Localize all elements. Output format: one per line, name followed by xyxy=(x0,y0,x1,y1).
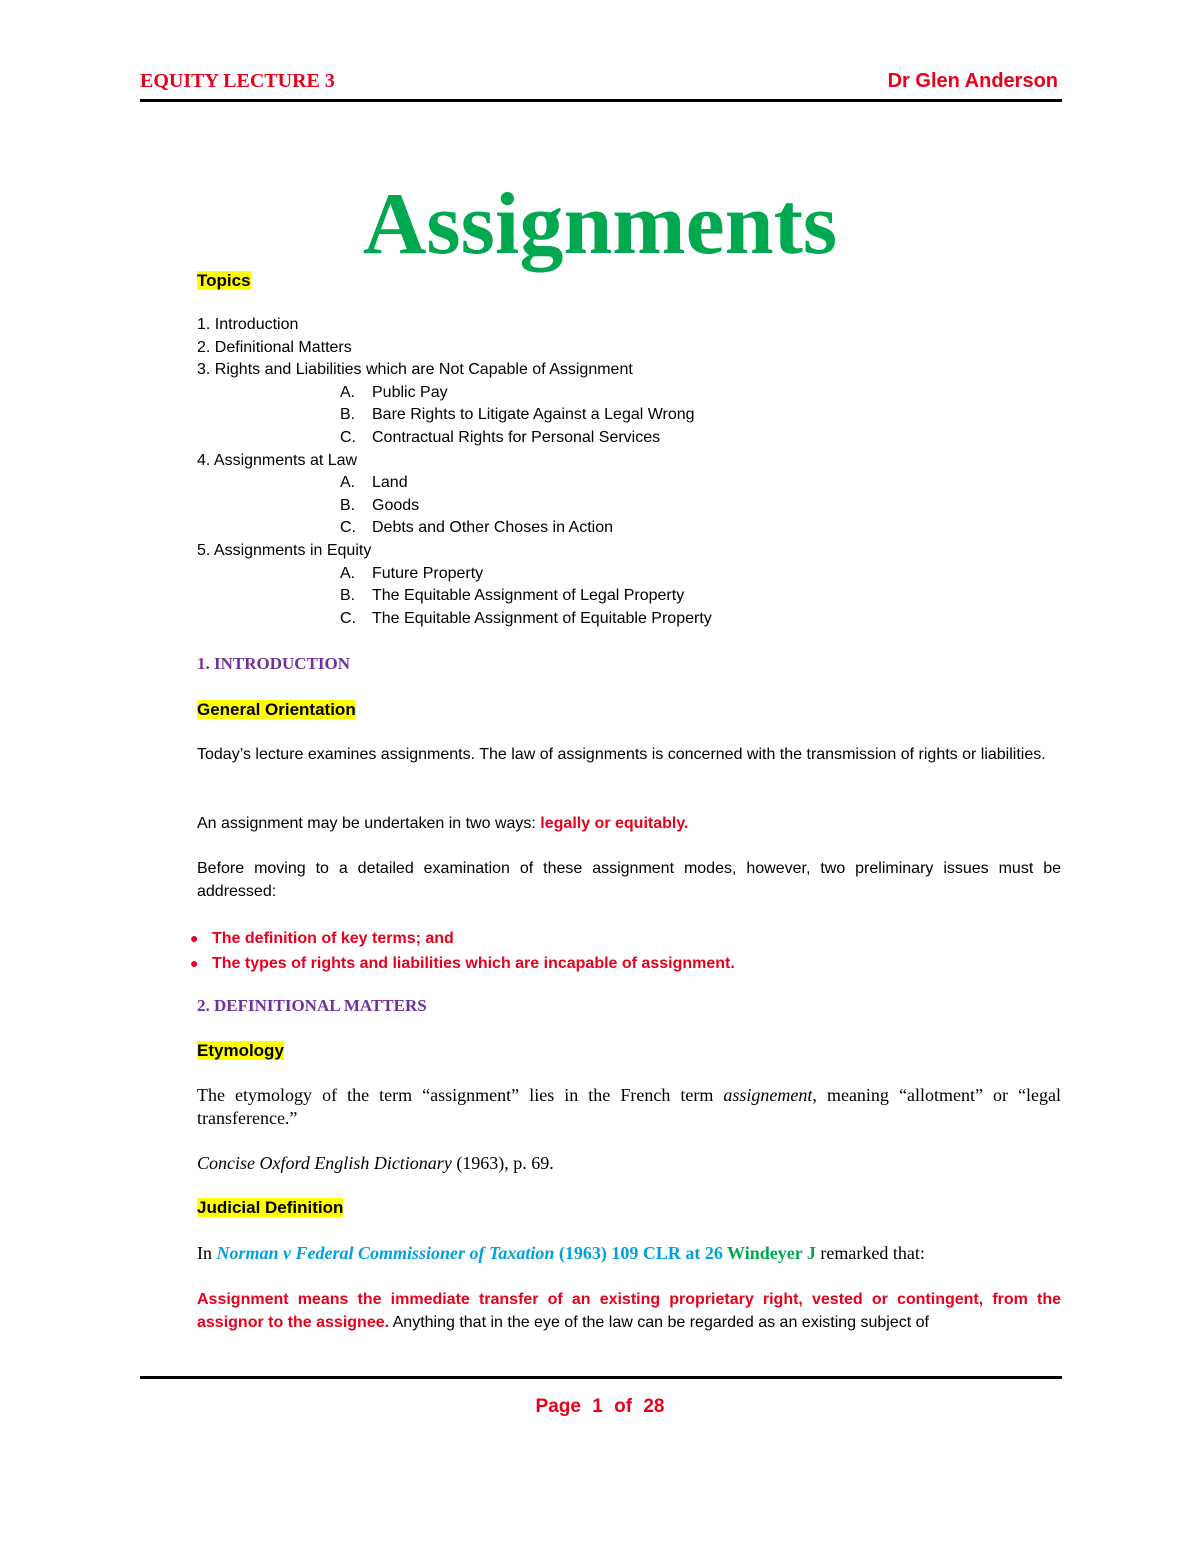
section-heading-introduction: 1. INTRODUCTION xyxy=(197,654,351,673)
intro-paragraph-2 xyxy=(197,813,1061,836)
topic-subitem-text: Land xyxy=(372,474,408,492)
topic-subitem-letter: A. xyxy=(340,474,356,492)
case-name: Norman v Federal Commissioner of Taxation xyxy=(216,1243,555,1263)
judicial-definition-wrapper xyxy=(197,1198,343,1218)
quote-emphasis: Assignment means the immediate transfer of an existing proprietary right, vested or contingent, from the assignor to the assignee. xyxy=(197,1291,1061,1331)
page-number xyxy=(0,1396,1200,1418)
topic-subitem-letter: B. xyxy=(340,406,356,424)
topic-subitem xyxy=(197,608,712,631)
judicial-intro-rest: remarked that: xyxy=(815,1243,925,1263)
topic-subitem-letter: A. xyxy=(340,564,356,582)
general-orientation-wrapper xyxy=(197,700,356,720)
citation-source: Concise Oxford English Dictionary xyxy=(197,1153,452,1173)
topics-label: Topics xyxy=(197,271,251,290)
list-item-text: The definition of key terms; and xyxy=(212,930,454,947)
citation-detail: (1963), p. 69. xyxy=(451,1153,554,1173)
footer-divider xyxy=(140,1376,1062,1379)
topic-subitem xyxy=(197,517,712,540)
page-of-label: of xyxy=(614,1396,633,1417)
topic-subitem-letter: A. xyxy=(340,383,356,401)
etymology-text-1: The etymology of the term “assignment” lies in the French term xyxy=(197,1085,724,1105)
page-label: Page xyxy=(535,1396,581,1417)
topic-subitem-text: The Equitable Assignment of Equitable Property xyxy=(372,609,712,627)
case-citation: (1963) 109 CLR at 26 xyxy=(554,1243,723,1263)
topic-subitem-letter: B. xyxy=(340,587,356,605)
etymology-citation xyxy=(197,1152,1061,1175)
topic-subitem-text: Goods xyxy=(372,496,420,514)
etymology-label-wrapper xyxy=(197,1041,284,1061)
topic-subitem-letter: B. xyxy=(340,496,356,514)
preliminary-issues-list xyxy=(190,926,735,976)
section-heading-definitional-matters: 2. DEFINITIONAL MATTERS xyxy=(197,996,427,1015)
etymology-text-2: , meaning “allotment” or “legal transference.” xyxy=(197,1085,1062,1128)
topic-subitem xyxy=(197,382,712,405)
page-current: 1 xyxy=(592,1396,603,1417)
etymology-paragraph xyxy=(197,1084,1061,1130)
page-title: Assignments xyxy=(362,176,838,273)
topic-item: 2. Definitional Matters xyxy=(197,338,352,356)
topics-list xyxy=(197,314,712,630)
topic-subitem-text: Future Property xyxy=(372,564,484,582)
intro-paragraph-3: Before moving to a detailed examination of these assignment modes, however, two preliminary issues must be addressed: xyxy=(197,860,1061,900)
quote-continuation: Anything that in the eye of the law can be regarded as an existing subject of xyxy=(389,1314,929,1331)
topic-subitem-letter: C. xyxy=(340,428,356,446)
bullet-icon: ● xyxy=(190,955,199,971)
topic-subitem-letter: C. xyxy=(340,609,356,627)
topic-item: 3. Rights and Liabilities which are Not Capable of Assignment xyxy=(197,361,633,379)
judicial-quote xyxy=(197,1288,1061,1334)
list-item-text: The types of rights and liabilities which are incapable of assignment. xyxy=(212,955,735,972)
topic-subitem-text: The Equitable Assignment of Legal Property xyxy=(372,587,685,605)
etymology-label: Etymology xyxy=(197,1041,284,1060)
header-divider xyxy=(140,99,1062,102)
topic-item: 4. Assignments at Law xyxy=(197,451,358,469)
list-item xyxy=(190,951,735,976)
topic-subitem xyxy=(197,427,712,450)
topic-subitem xyxy=(197,563,712,586)
topic-item: 1. Introduction xyxy=(197,316,299,333)
intro-paragraph-2-text: An assignment may be undertaken in two ways: xyxy=(197,815,541,832)
topic-item: 5. Assignments in Equity xyxy=(197,541,372,559)
header-author: Dr Glen Anderson xyxy=(887,70,1058,92)
topics-label-wrapper xyxy=(197,271,251,291)
etymology-italic-term: assignement xyxy=(723,1085,813,1105)
intro-paragraph-2-emphasis: legally or equitably. xyxy=(540,815,689,832)
topic-subitem-text: Bare Rights to Litigate Against a Legal Wrong xyxy=(372,406,695,424)
topic-subitem xyxy=(197,472,712,495)
header-course-title: EQUITY LECTURE 3 xyxy=(140,70,335,92)
intro-paragraph-1: Today’s lecture examines assignments. The law of assignments is concerned with the transmission of rights or liabilities. xyxy=(197,746,1046,763)
judge-name: Windeyer J xyxy=(722,1243,816,1263)
topic-subitem-text: Debts and Other Choses in Action xyxy=(372,519,614,537)
judicial-intro xyxy=(197,1242,1061,1265)
topic-subitem-text: Contractual Rights for Personal Services xyxy=(372,428,661,446)
general-orientation-label: General Orientation xyxy=(197,700,356,719)
topic-subitem-letter: C. xyxy=(340,519,356,537)
judicial-intro-in: In xyxy=(197,1243,217,1263)
page-total: 28 xyxy=(643,1396,665,1417)
topic-subitem xyxy=(197,404,712,427)
topic-subitem xyxy=(197,495,712,518)
topic-subitem xyxy=(197,585,712,608)
bullet-icon: ● xyxy=(190,930,199,946)
judicial-definition-label: Judicial Definition xyxy=(197,1198,344,1217)
topic-subitem-text: Public Pay xyxy=(372,383,448,401)
list-item xyxy=(190,926,735,951)
